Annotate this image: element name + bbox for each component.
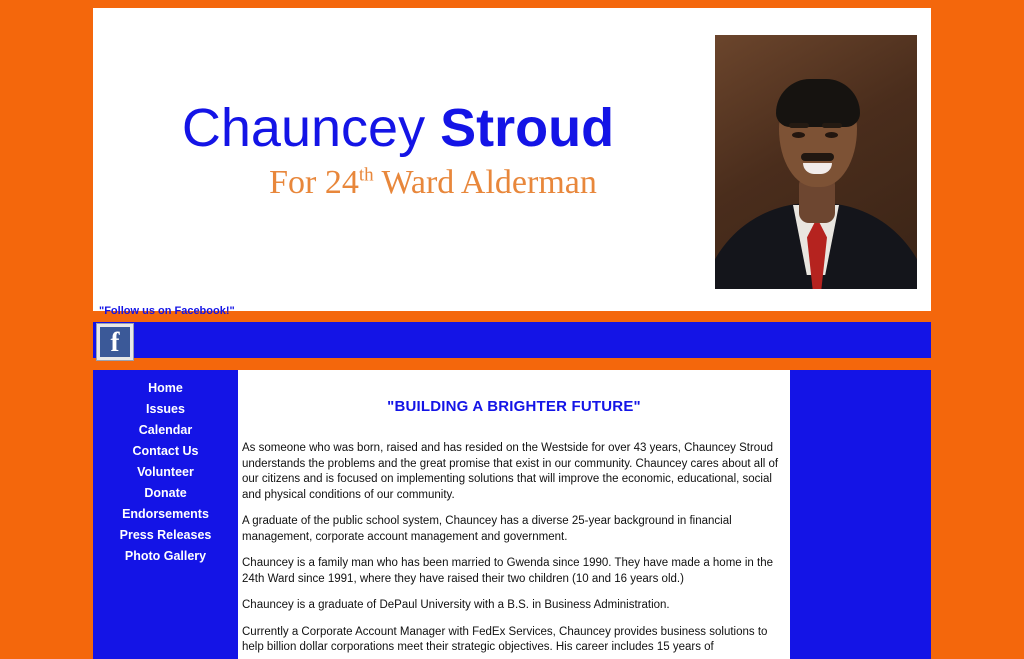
biography-text — [238, 441, 790, 656]
paragraph-4: Chauncey is a graduate of DePaul University with a B.S. in Business Administration. — [242, 599, 670, 611]
paragraph-5: Currently a Corporate Account Manager with FedEx Services, Chauncey provides business solutions to help billion dollar corporations meet their strategic objectives. His career includes 15 years of — [242, 625, 768, 653]
sidebar-item-contact-us[interactable]: Contact Us — [132, 444, 199, 458]
nav-list — [93, 370, 238, 567]
sidebar-item-calendar[interactable]: Calendar — [138, 423, 193, 437]
tagline-ordinal: th — [358, 164, 374, 186]
facebook-icon[interactable] — [96, 323, 134, 361]
candidate-tagline — [93, 164, 703, 202]
candidate-first-name: Chauncey — [181, 98, 426, 158]
sidebar-item-volunteer[interactable]: Volunteer — [137, 465, 194, 479]
sidebar-item-photo-gallery[interactable]: Photo Gallery — [124, 549, 207, 563]
portrait-hair-shape — [776, 79, 860, 127]
paragraph-2: A graduate of the public school system, Chauncey has a diverse 25-year background in financial management, corporate account management and government. — [242, 515, 732, 543]
sidebar-item-issues[interactable]: Issues — [146, 402, 185, 416]
candidate-last-name: Stroud — [440, 98, 615, 158]
tagline-post: Ward Alderman — [373, 164, 597, 201]
right-sidebar — [790, 370, 931, 659]
portrait-eye-right — [825, 132, 838, 138]
main-content — [238, 370, 790, 659]
tagline-pre: For 24 — [269, 164, 359, 201]
follow-us-label: "Follow us on Facebook!" — [99, 305, 235, 317]
portrait-eye-left — [792, 132, 805, 138]
portrait-brow-right — [822, 123, 842, 128]
site-title — [93, 98, 703, 202]
paragraph-3: Chauncey is a family man who has been married to Gwenda since 1990. They have made a home in the 24th Ward since 1991, where they have raised their two children (10 and 16 years old.) — [242, 557, 774, 585]
candidate-name — [93, 98, 703, 158]
sidebar-item-home[interactable]: Home — [148, 381, 183, 395]
page-title: "BUILDING A BRIGHTER FUTURE" — [387, 398, 641, 415]
sidebar-item-press-releases[interactable]: Press Releases — [119, 528, 212, 542]
paragraph-1: As someone who was born, raised and has resided on the Westside for over 43 years, Chauncey Stroud understands the problems and the great promise that exist in our community. Chauncey cares about all of our citizens and is focused on implementing solutions that will improve the economic, educational, social and physical conditions of our community. — [242, 442, 779, 501]
sidebar-item-endorsements[interactable]: Endorsements — [122, 507, 209, 521]
facebook-icon-glyph: f — [100, 327, 130, 357]
candidate-portrait-image — [715, 35, 917, 289]
social-bar — [93, 322, 931, 358]
sidebar-item-donate[interactable]: Donate — [144, 486, 187, 500]
portrait-mustache — [801, 153, 834, 161]
portrait-brow-left — [789, 123, 809, 128]
sidebar-nav — [93, 370, 238, 659]
site-header — [93, 8, 931, 311]
